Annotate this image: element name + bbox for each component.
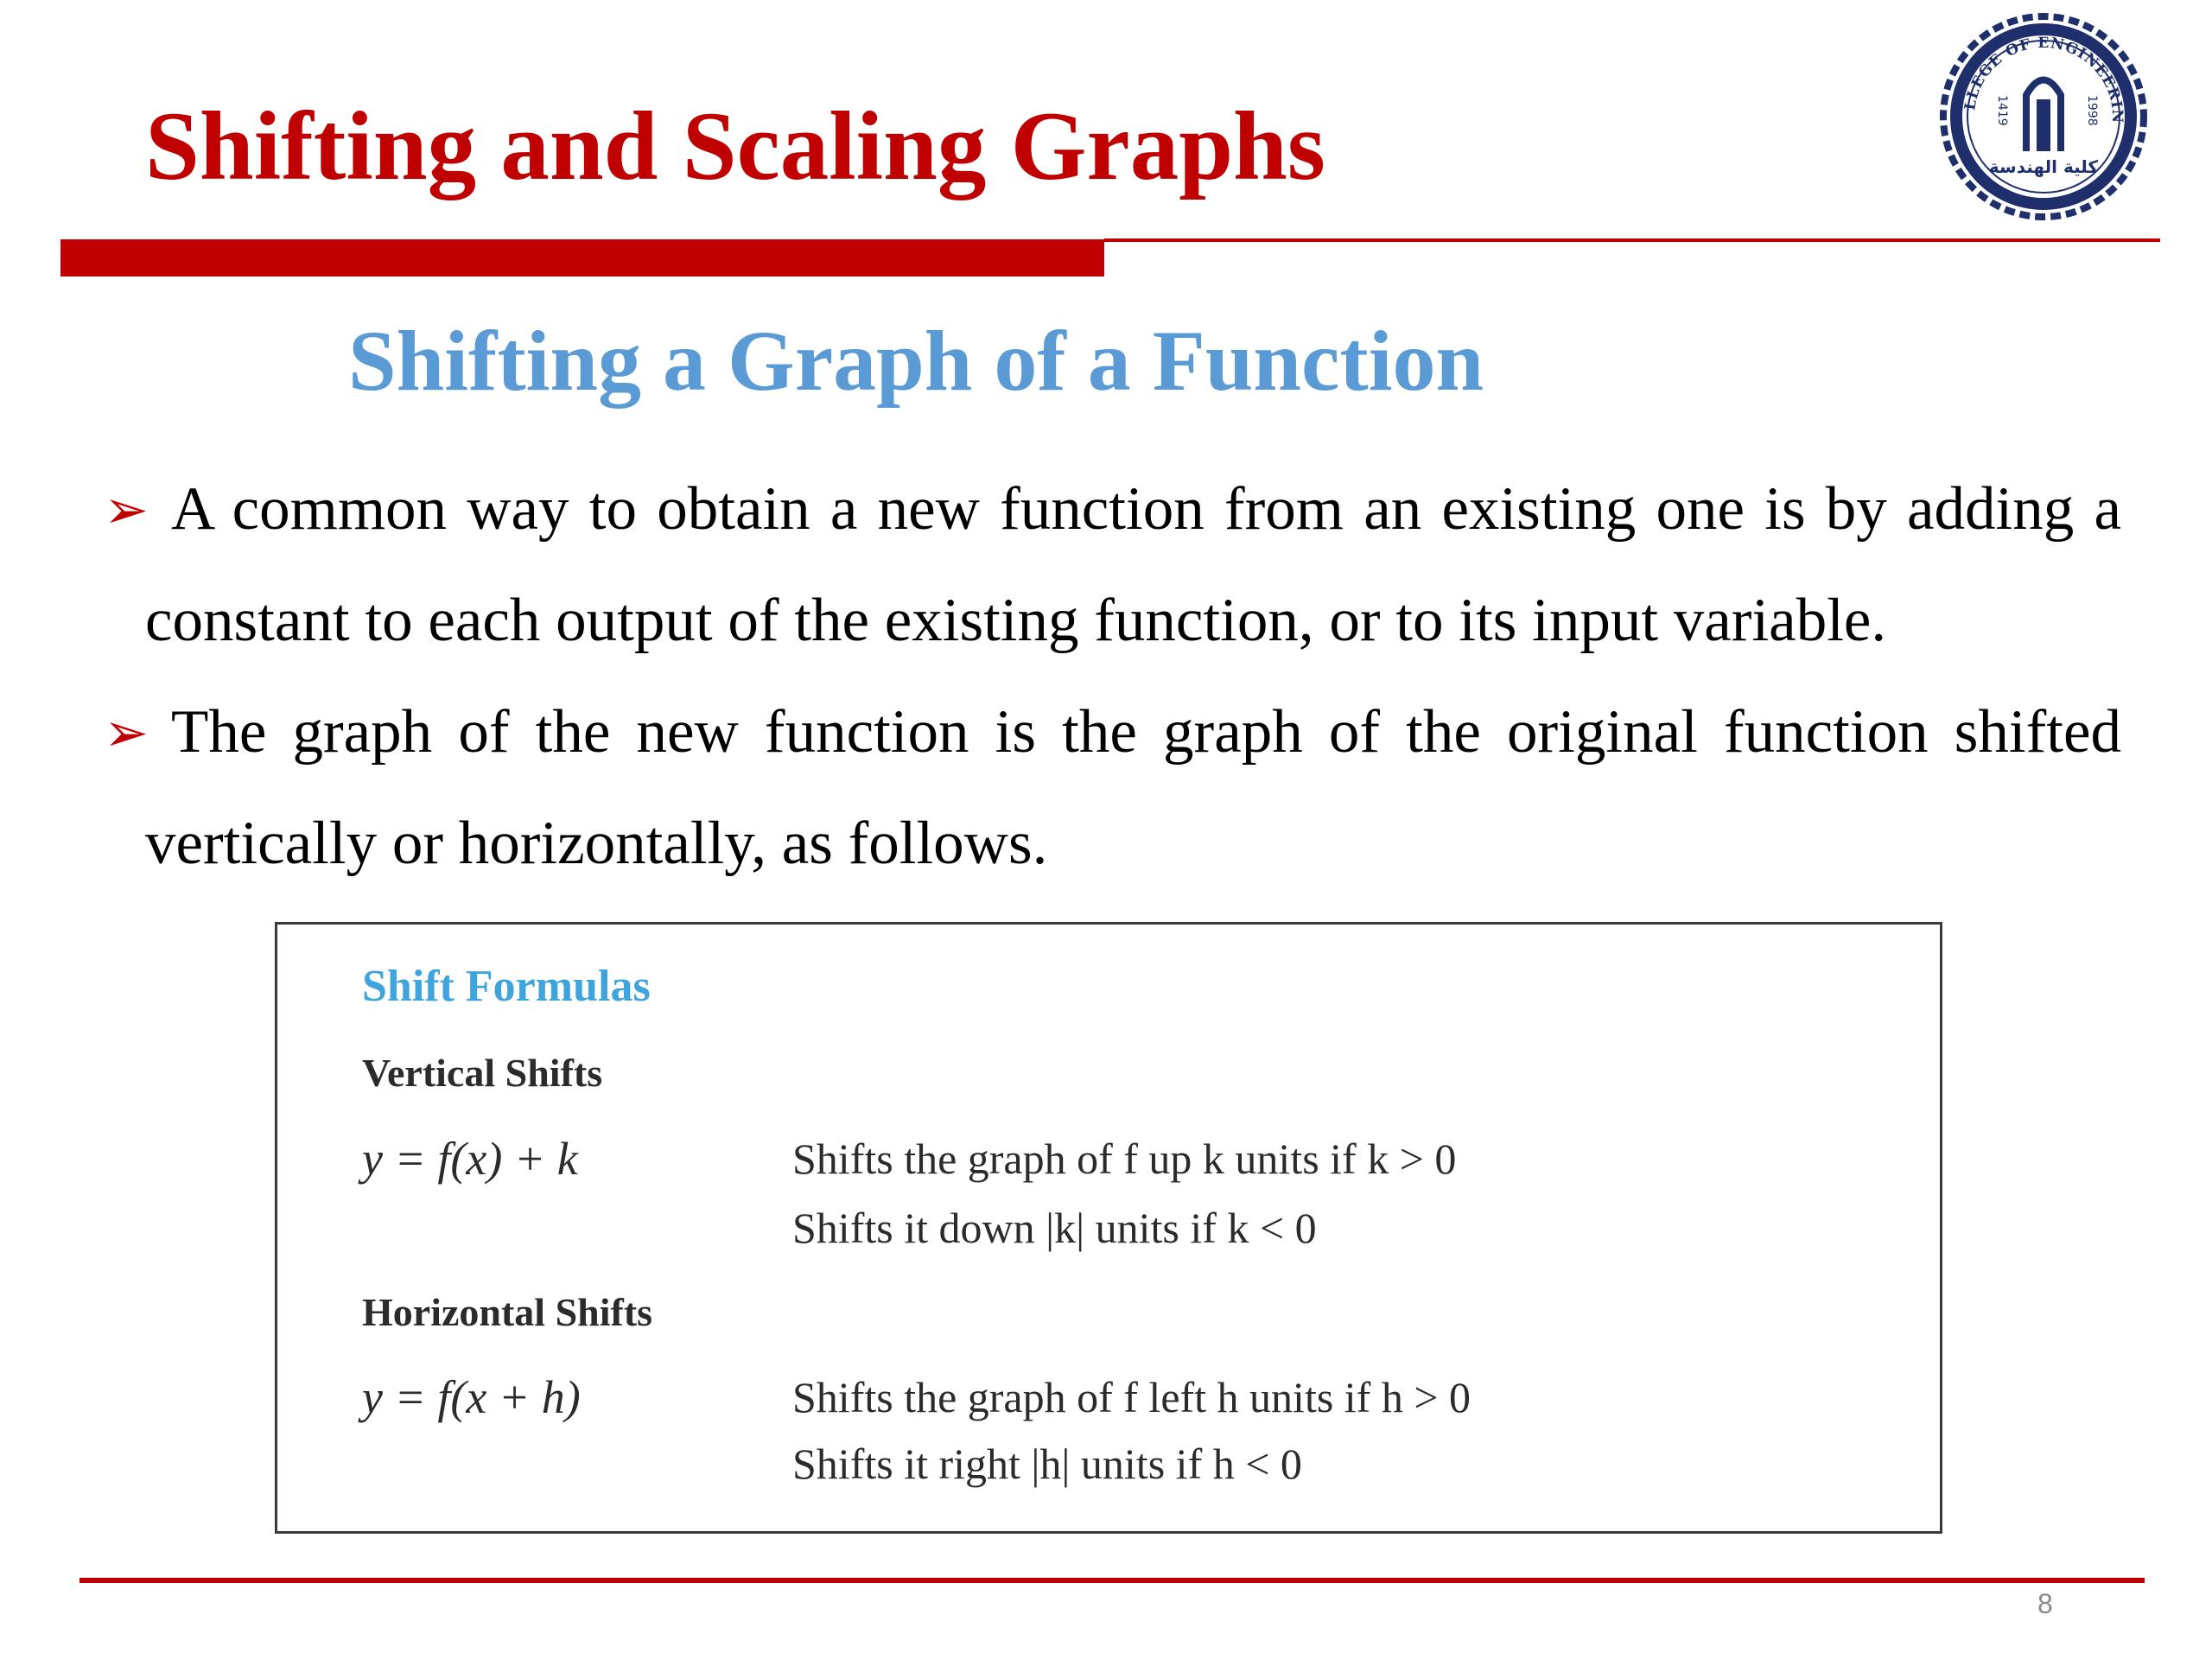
bullet-text: The graph of the new function is the graph of the original function shifted vertically or horizontally, as follows.	[145, 698, 2121, 877]
vertical-shift-formula: y = f(x) + k	[362, 1133, 578, 1185]
arrow-bullet-icon: ➢	[104, 478, 149, 541]
vertical-shifts-heading: Vertical Shifts	[362, 1051, 603, 1095]
arrow-bullet-icon: ➢	[104, 701, 149, 764]
page-number: 8	[2037, 1588, 2053, 1619]
seal-arabic-text: كلية الهندسة	[1988, 156, 2099, 177]
seal-ring-text: LLEGE OF ENGINEERIN	[1961, 34, 2126, 124]
footer-divider	[79, 1578, 2145, 1583]
college-seal-icon	[1940, 13, 2147, 220]
bullet-text: A common way to obtain a new function from an existing one is by adding a constant to each output of the existing function, or to its input variable.	[145, 475, 2121, 654]
horizontal-shift-right-description: Shifts it right |h| units if h < 0	[792, 1440, 1302, 1488]
shift-formulas-box	[275, 922, 1942, 1534]
slide-subtitle: Shifting a Graph of a Function	[348, 313, 1484, 409]
vertical-shift-up-description: Shifts the graph of f up k units if k > 0	[792, 1135, 1457, 1183]
bullet-list	[104, 454, 2121, 899]
bullet-item	[104, 454, 2121, 677]
title-underline-thin	[1104, 238, 2160, 242]
bullet-item	[104, 677, 2121, 899]
slide-title: Shifting and Scaling Graphs	[145, 92, 1325, 200]
seal-year-left: 1419	[1995, 95, 2009, 126]
horizontal-shift-formula: y = f(x + h)	[362, 1371, 581, 1423]
horizontal-shift-left-description: Shifts the graph of f left h units if h > 0	[792, 1373, 1471, 1421]
title-underline-thick	[60, 239, 1104, 276]
formula-box-heading: Shift Formulas	[362, 962, 651, 1011]
vertical-shift-down-description: Shifts it down |k| units if k < 0	[792, 1204, 1317, 1252]
horizontal-shifts-heading: Horizontal Shifts	[362, 1290, 653, 1334]
seal-year-right: 1998	[2085, 95, 2099, 126]
